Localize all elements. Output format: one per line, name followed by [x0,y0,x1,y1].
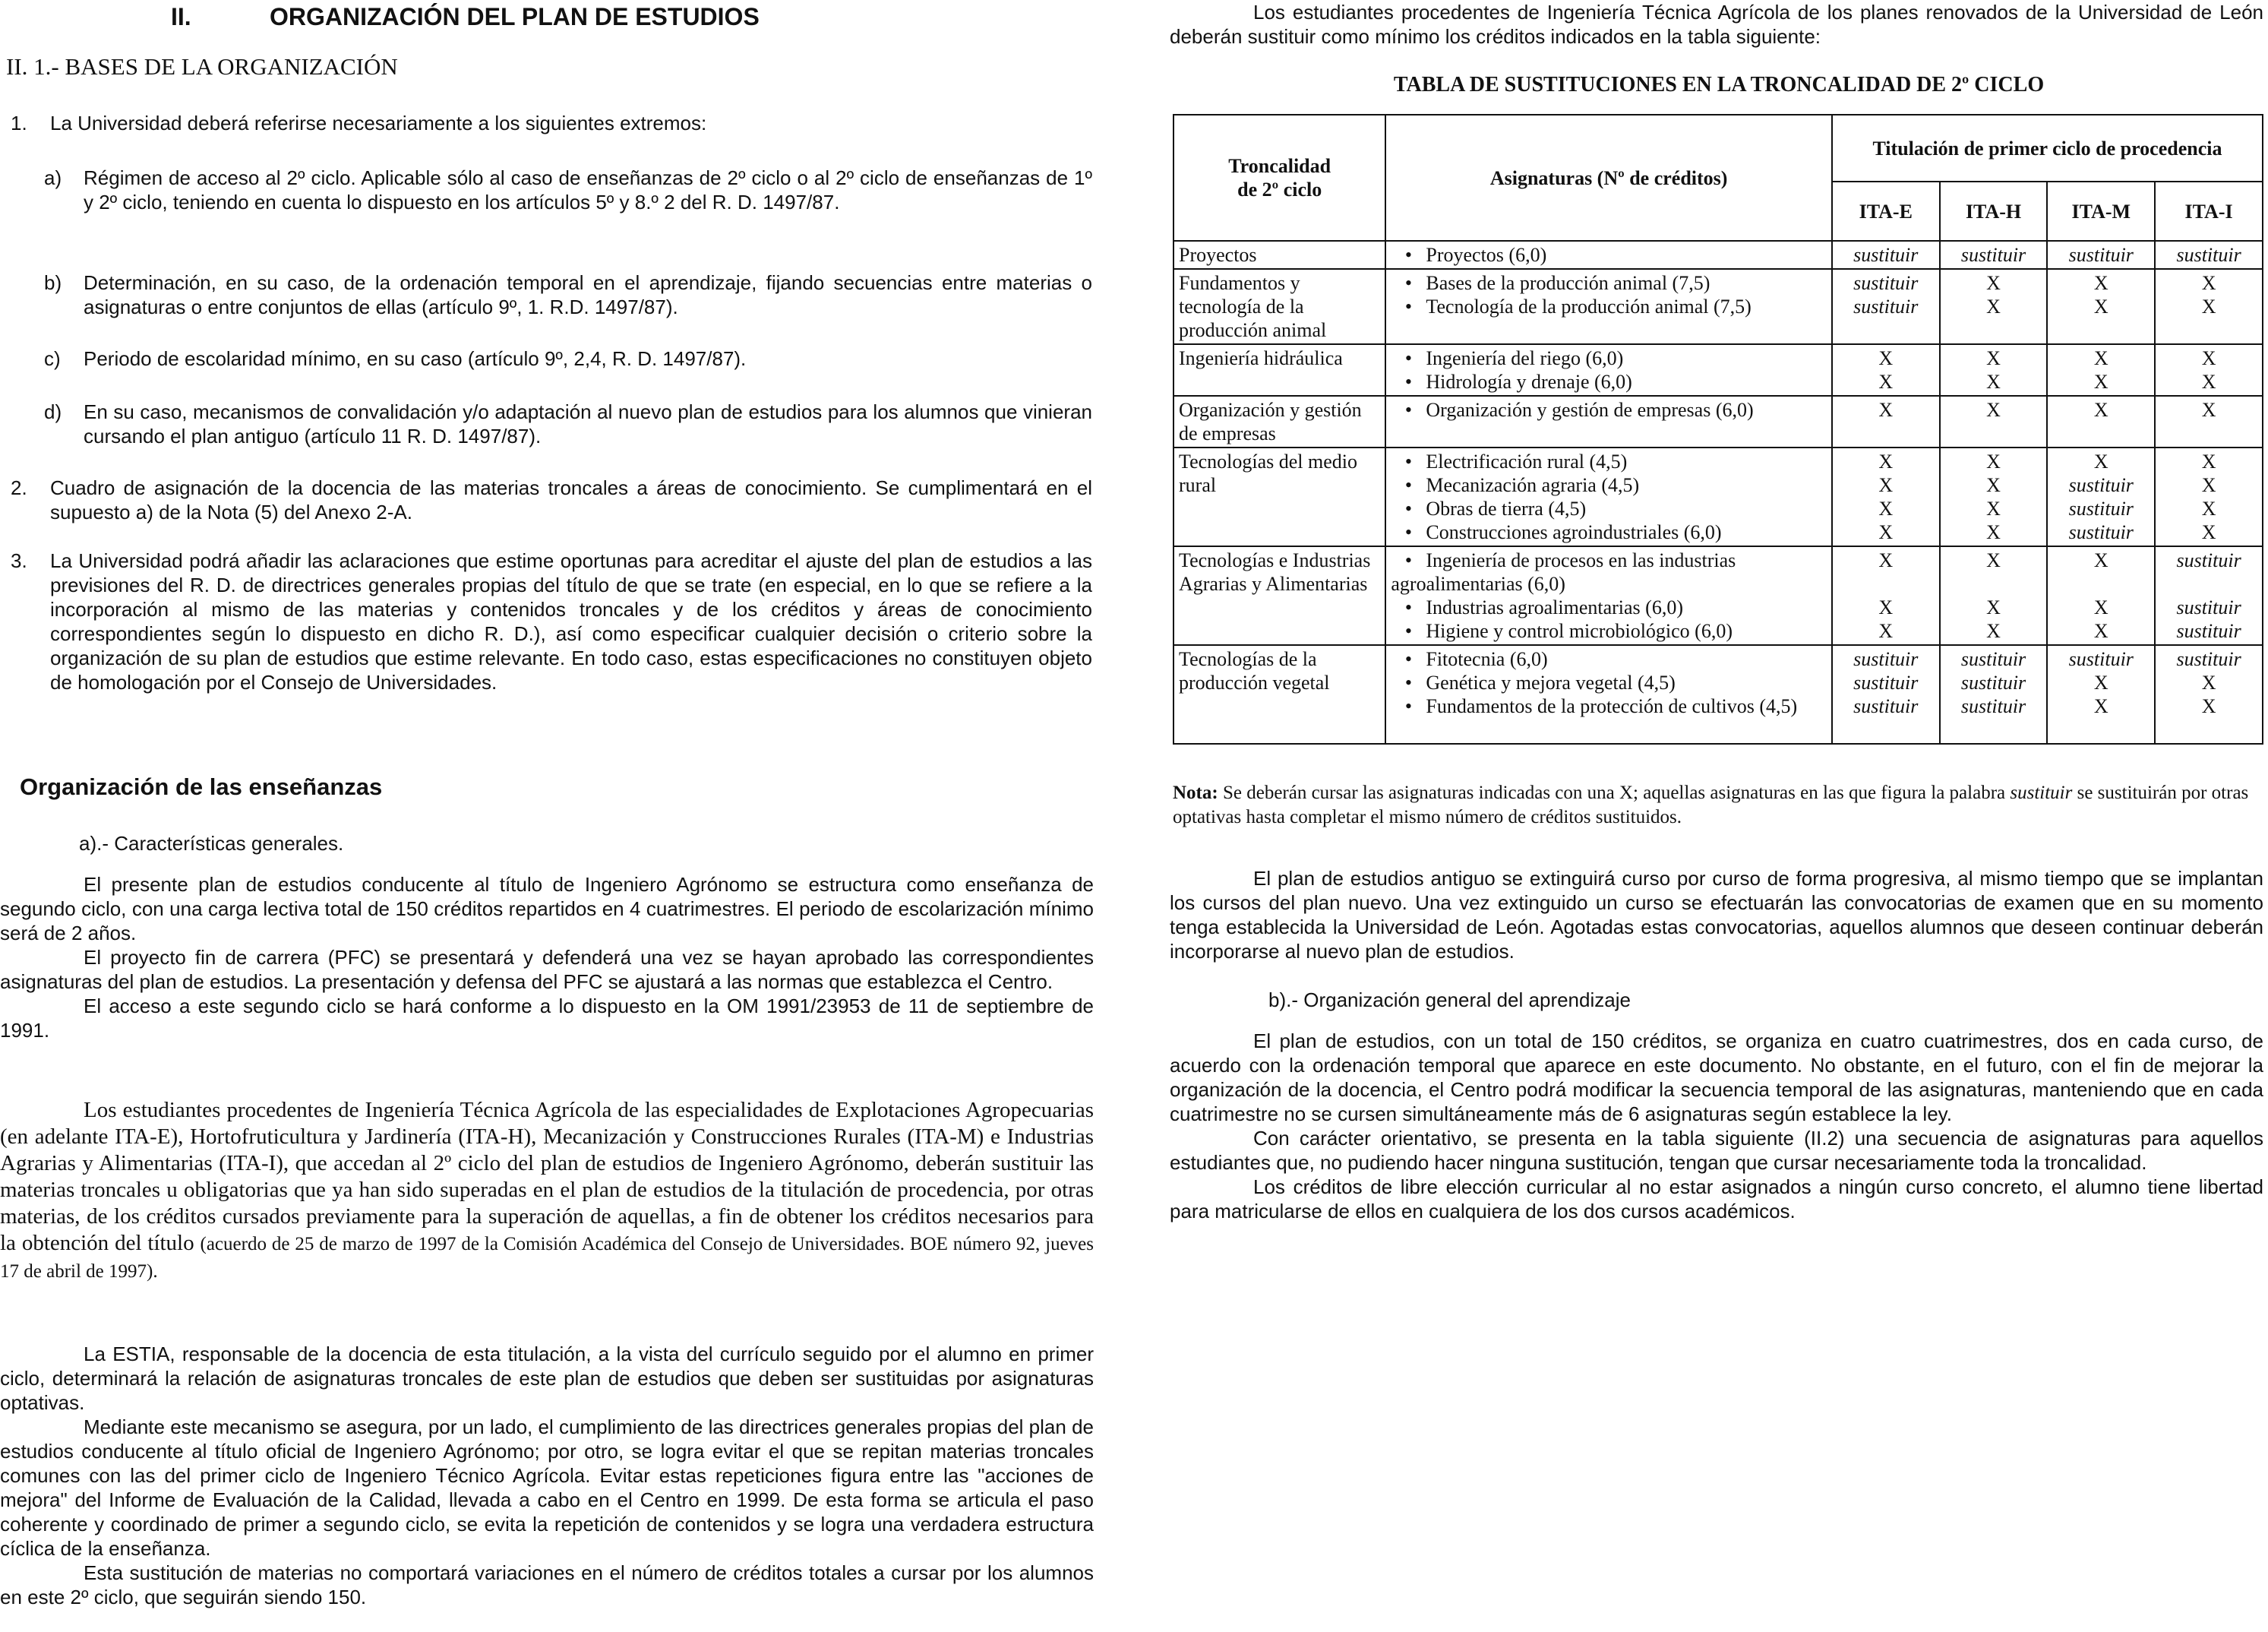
header-asignaturas: Asignaturas (Nº de créditos) [1385,115,1832,241]
mark-x: X [1878,347,1894,369]
mark-x: X [1878,620,1894,642]
mark-cell [2047,396,2155,448]
paragraph: El acceso a este segundo ciclo se hará conforme a lo dispuesto en la OM 1991/23953 de 11 de septiembre de 1991. [0,995,1094,1042]
mark-x: X [2093,549,2108,571]
bullet-icon: • [1404,695,1412,717]
mark-cell [2155,344,2263,396]
mark-x: X [2093,451,2108,473]
bullet-icon: • [1404,244,1412,266]
table-row [1173,546,2263,645]
mark-sustituir: sustituir [1960,648,2026,670]
mark-sustituir: sustituir [1960,672,2026,694]
asignatura-text: Organización y gestión de empresas (6,0) [1426,399,1754,421]
bullet-icon: • [1404,474,1412,496]
mark-x: X [1986,521,2001,543]
substitution-table [1173,114,2263,745]
asignatura-line [1391,271,1827,295]
table-row [1173,396,2263,448]
characteristics-paragraphs [0,872,1094,1042]
asignaturas-cell [1385,645,1832,744]
mark-cell [1940,344,2048,396]
bullet-icon: • [1404,272,1412,294]
mark-x: X [1878,371,1894,393]
bullet-icon: • [1404,620,1412,642]
bullet-icon: • [1404,521,1412,543]
subsection-heading: II. 1.- BASES DE LA ORGANIZACIÓN [6,53,398,80]
extinction-paragraph: El plan de estudios antiguo se extinguirá curso por curso de forma progresiva, al mismo tiempo que se implantan los cursos del plan nuevo. Una vez extinguido un curso se efectuarán las convocatorias de examen que en su momento tenga establecida la Universidad de León. Agotadas estas convocatorias, aquellos alumnos que deseen continuar deberán incorporarse al nuevo plan de estudios. [1170,867,2263,963]
mark-sustituir: sustituir [2068,521,2134,543]
asignatura-text: Hidrología y drenaje (6,0) [1426,371,1632,393]
mark-x: X [2093,620,2108,642]
mark-x: X [1986,371,2001,393]
asignaturas-cell [1385,448,1832,546]
mark-sustituir: sustituir [1853,244,1919,266]
troncalidad-cell: Proyectos [1173,241,1385,269]
bullet-icon: • [1404,371,1412,393]
asignatura-line [1391,671,1827,694]
header-ita-i: ITA-I [2155,182,2263,241]
paragraph: Los créditos de libre elección curricular al no estar asignados a ningún curso concreto, el alumno tiene libertad para matricularse de ellos en cualquiera de los dos cursos académicos. [1170,1175,2263,1222]
mark-cell [2047,241,2155,269]
asignatura-text: Proyectos (6,0) [1426,244,1547,266]
troncalidad-cell: Tecnologías del medio rural [1173,448,1385,546]
mark-sustituir: sustituir [1853,648,1919,670]
mark-cell [1832,546,1940,645]
asignatura-line [1391,346,1827,370]
asignatura-line [1391,473,1827,497]
ita-paragraph: Los estudiantes procedentes de Ingeniería Técnica Agrícola de las especialidades de Explotaciones Agropecuarias (en adelante ITA-E), Hortofruticultura y Jardinería (ITA-H), Mecanización y Construcciones Rurales (ITA-M) e Industrias Agrarias y Alimentarias (ITA-I), que accedan al 2º ciclo del plan de estudios de Ingeniero Agrónomo, deberán sustituir las materias troncales u obligatorias que ya han sido superadas en el plan de estudios de la titulación de procedencia, por otras materias, de los créditos cursados previamente para la superación de aquellas, a fin de obtener los créditos necesarios para la obtención del título (acuerdo de 25 de marzo de 1997 de la Comisión Académica del Consejo de Universidades. BOE número 92, jueves 17 de abril de 1997). [0,1098,1094,1282]
mark-cell [2047,546,2155,645]
mark-x: X [1986,451,2001,473]
asignaturas-cell [1385,241,1832,269]
asignatura-text: Genética y mejora vegetal (4,5) [1426,672,1676,694]
mark-sustituir: sustituir [1853,296,1919,318]
mark-cell [1832,448,1940,546]
asignatura-text: Ingeniería del riego (6,0) [1426,347,1624,369]
mark-cell [1940,269,2048,344]
mark-x: X [2093,596,2108,618]
mark-x: X [1986,399,2001,421]
mark-x: X [2201,371,2216,393]
mark-cell [2047,344,2155,396]
mark-x: X [2093,347,2108,369]
mark-x: X [1878,399,1894,421]
mark-cell [2047,448,2155,546]
mark-x: X [1878,596,1894,618]
asignatura-text: Higiene y control microbiológico (6,0) [1426,620,1733,642]
mark-x: X [2201,672,2216,694]
mark-x: X [1986,272,2001,294]
mark-x: X [1878,474,1894,496]
mark-sustituir: sustituir [1960,244,2026,266]
paragraph: Mediante este mecanismo se asegura, por un lado, el cumplimiento de las directrices generales propias del plan de estudios conducente al título oficial de Ingeniero Agrónomo; por otro, se logra evitar el que se repitan materias troncales comunes con las del primer ciclo de Ingeniero Técnico Agrícola. Evitar estas repeticiones figura entre las "acciones de mejora" del Informe de Evaluación de la Calidad, llevada a cabo en el Centro en 1999. De esta forma se articula el paso coherente y coordinado de primer a segundo ciclo, se evita la repetición de contenidos y se logra una verdadera estructura cíclica de la enseñanza. [0,1415,1094,1560]
mark-cell [1940,241,2048,269]
mark-x: X [2201,498,2216,520]
table-row [1173,241,2263,269]
bullet-icon: • [1404,596,1412,618]
mark-cell [1832,269,1940,344]
bullet-icon: • [1404,672,1412,694]
table-body [1173,241,2263,744]
mark-x: X [2201,474,2216,496]
asignatura-line [1391,370,1827,394]
mark-cell [1940,546,2048,645]
table-row [1173,448,2263,546]
mark-cell [1832,396,1940,448]
asignatura-text: Ingeniería de procesos en las industrias agroalimentarias (6,0) [1391,549,1736,595]
asignatura-line [1391,596,1827,619]
troncalidad-cell: Tecnologías de la producción vegetal [1173,645,1385,744]
mark-x: X [1878,521,1894,543]
asignatura-line [1391,647,1827,671]
mark-cell [1832,241,1940,269]
mark-cell [2155,546,2263,645]
paragraph: El presente plan de estudios conducente al título de Ingeniero Agrónomo se estructura como enseñanza de segundo ciclo, con una carga lectiva total de 150 créditos repartidos en 4 cuatrimestres. El periodo de escolarización mínimo será de 2 años. [0,873,1094,944]
bullet-icon: • [1404,399,1412,421]
header-ita-e: ITA-E [1832,182,1940,241]
mark-x: X [1878,549,1894,571]
troncalidad-cell: Ingeniería hidráulica [1173,344,1385,396]
section-title: ORGANIZACIÓN DEL PLAN DE ESTUDIOS [270,3,760,30]
mark-x: X [2093,296,2108,318]
asignatura-line [1391,295,1827,318]
mark-cell [2047,645,2155,744]
asignatura-line [1391,243,1827,267]
mark-x: X [2093,399,2108,421]
mark-x: X [2201,521,2216,543]
mark-x: X [1878,451,1894,473]
asignatura-line [1391,398,1827,422]
learning-paragraphs [1170,1029,2263,1223]
asignatura-text: Construcciones agroindustriales (6,0) [1426,521,1722,543]
mark-cell [2047,269,2155,344]
mark-x: X [2201,695,2216,717]
troncalidad-cell: Tecnologías e Industrias Agrarias y Alimentarias [1173,546,1385,645]
bullet-icon: • [1404,549,1412,571]
header-troncalidad: Troncalidad de 2º ciclo [1173,115,1385,241]
asignaturas-cell [1385,396,1832,448]
troncalidad-cell: Organización y gestión de empresas [1173,396,1385,448]
mark-sustituir: sustituir [1960,695,2026,717]
mark-sustituir: sustituir [2176,244,2241,266]
intro-paragraph: Los estudiantes procedentes de Ingeniería Técnica Agrícola de los planes renovados de la Universidad de León deberán sustituir como mínimo los créditos indicados en la tabla siguiente: [1170,1,2263,48]
mark-sustituir: sustituir [2068,474,2134,496]
asignaturas-cell [1385,546,1832,645]
table-row [1173,269,2263,344]
mark-x: X [2201,451,2216,473]
mark-x: X [2093,695,2108,717]
mark-x: X [2201,347,2216,369]
document-page: II. ORGANIZACIÓN DEL PLAN DE ESTUDIOS II. 1.- BASES DE LA ORGANIZACIÓN 1. La Universidad deberá referirse necesariamente a los siguientes extremos: a) Régimen de acceso al 2º ciclo. Aplicable sólo al caso de enseñanzas de 2º ciclo o al 2º ciclo de enseñanzas de 1º y 2º ciclo, teniendo en cuenta lo dispuesto en los artículos 5º y 8.º 2 del R. D. 1497/87. b) Determinación, en su caso, de la ordenación temporal en el aprendizaje, fijando secuencias entre materias o asignaturas o entre conjuntos de ellas (artículo 9º, 1. R.D. 1497/87). c) Periodo de escolaridad mínimo, en su caso (artículo 9º, 2,4, R. D. 1497/87). d) En su caso, mecanismos de convalidación y/o adaptación al nuevo plan de estudios para los alumnos que vinieran cursando el plan antiguo (artículo 11 R. D. 1497/87). 2. Cuadro de asignación de la docencia de las materias troncales a áreas de conocimiento. Se cumplimentará en el supuesto a) de la Nota (5) del Anexo 2-A. 3. La Universidad podrá añadir las aclaraciones que estime oportunas para acreditar el ajuste del plan de estudios a las previsiones del R. D. de directrices generales propias del título de que se trate (en especial, en lo que se refiere a la incorporación al mismo de las materias y contenidos troncales y de los créditos y áreas de conocimiento correspondientes según lo dispuesto en dicho R. D.), así como especificar cualquier decisión o criterio sobre la organización de su plan de estudios que estime relevante. En todo caso, estas especificaciones no constituyen objeto de homologación por el Consejo de Universidades. Organización de las enseñanzas a).- Características generales. El presente plan de estudios conducente al título de Ingeniero Agrónomo se estructura como enseñanza de segundo ciclo, con una carga lectiva total de 150 créditos repartidos en 4 cuatrimestres. El periodo de escolarización mínimo será de 2 años. El proyecto fin de carrera (PFC) se presentará y defenderá una vez se hayan aprobado las correspondientes asignaturas del plan de estudios. La presentación y defensa del PFC se ajustará a las normas que establezca el Centro. El acceso a este segundo ciclo se hará conforme a lo dispuesto en la OM 1991/23953 de 11 de septiembre de 1991. Los estudiantes procedentes de Ingeniería Técnica Agrícola de las especialidades de Explotaciones Agropecuarias (en adelante ITA-E), Hortofruticultura y Jardinería (ITA-H), Mecanización y Construcciones Rurales (ITA-M) e Industrias Agrarias y Alimentarias (ITA-I), que accedan al 2º ciclo del plan de estudios de Ingeniero Agrónomo, deberán sustituir las materias troncales u obligatorias que ya han sido superadas en el plan de estudios de la titulación de procedencia, por otras materias, de los créditos cursados previamente para la superación de aquellas, a fin de obtener los créditos necesarios para la obtención del título (acuerdo de 25 de marzo de 1997 de la Comisión Académica del Consejo de Universidades. BOE número 92, jueves 17 de abril de 1997). La ESTIA, responsable de la docencia de esta titulación, a la vista del currículo seguido por el alumno en primer ciclo, determinará la relación de asignaturas troncales de este plan de estudios que deben ser sustituidas por asignaturas optativas. Mediante este mecanismo se asegura, por un lado, el cumplimiento de las directrices generales propias del plan de estudios conducente al título oficial de Ingeniero Agrónomo; por otro, se logra evitar el que se repitan materias troncales comunes con las del primer ciclo de Ingeniero Técnico Agrícola. Evitar estas repeticiones figura entre las "acciones de mejora" del Informe de Evaluación de la Calidad, llevada a cabo en el Centro en 1999. De esta forma se articula el paso coherente y coordinado de primer a segundo ciclo, se evita la repetición de contenidos y se logra una verdadera estructura cíclica de la enseñanza. Esta sustitución de materias no comportará variaciones en el número de créditos totales a cursar por los alumnos en este 2º ciclo, que seguirán siendo 150. Los estudiantes procedentes de Ingeniería Técnica Agrícola de los planes renovados de la Universidad de León deberán sustituir como mínimo los créditos indicados en la tabla siguiente: TABLA DE SUSTITUCIONES EN LA TRONCALIDAD DE 2º CICLO Troncalidad de 2º ciclo Asignaturas (Nº de créditos) Titulación de primer ciclo de procedencia ITA-E ITA-H ITA-M ITA-I Proyectos • Proyectos (6,0) sustituir sustituir sustituir sustituir Fundamentos y tecnología de la producción animal • Bases de la producción animal (7,5) • Tecnología de la producción animal (7,5) sustituir sustituir X X X X X X Ingeniería hidráulica • Ingeniería del riego (6,0) • Hidrología y drenaje (6,0) X X X X X X X X Organización y gestión de empresas • Organización y gestión de empresas (6,0) X X X X Tecnologías del medio rural • Electrificación rural (4,5) • Mecanización agraria (4,5) • Obras de tierra (4,5) • Construcciones agroindustriales (6,0) X X X X X X X X X sustituir sustituir sustituir X X X X Tecnologías e Industrias Agrarias y Alimentarias • Ingeniería de procesos en las industrias agroalimentarias (6,0) • Industrias agroalimentarias (6,0) • Higiene y control microbiológico (6,0) X X X X X X X X X sustituir sustituir sustituir Tecnologías de la producción vegetal • Fitotecnia (6,0) • Genética y mejora vegetal (4,5) • Fundamentos de la protección de cultivos (4,5) sustituir sustituir sustituir sustituir sustituir sustituir sustituir X X sustituir X X Nota: Se deberán cursar las asignaturas indicadas con una X; aquellas asignaturas en las que figura la palabra sustituir se sustituirán por otras optativas hasta completar el mismo número de créditos sustituidos. El plan de estudios antiguo se extinguirá curso por curso de forma progresiva, al mismo tiempo que se implantan los cursos del plan nuevo. Una vez extinguido un curso se efectuarán las convocatorias de examen que en su momento tenga establecida la Universidad de León. Agotadas estas convocatorias, aquellos alumnos que deseen continuar deberán incorporarse al nuevo plan de estudios. b).- Organización general del aprendizaje El plan de estudios, con un total de 150 créditos, se organiza en cuatro cuatrimestres, dos en cada curso, de acuerdo con la ordenación temporal que aparece en este documento. No obstante, en el futuro, con el fin de mejorar la organización de la docencia, el Centro podrá modificar la secuencia temporal de las asignaturas, manteniendo que en cada cuatrimestre no se cursen simultáneamente más de 6 asignaturas según establece la ley. Con carácter orientativo, se presenta en la tabla siguiente (II.2) una secuencia de asignaturas para aquellos estudiantes que, no pudiendo hacer ninguna sustitución, tengan que cursar necesariamente toda la troncalidad. Los créditos de libre elección curricular al no estar asignados a ningún curso concreto, el alumno tiene libertad para matricularse de ellos en cualquiera de los dos cursos académicos. [0,0,2268,1632]
mark-x: X [1986,620,2001,642]
mark-cell [2155,645,2263,744]
mark-sustituir: sustituir [2068,244,2134,266]
mark-cell [1940,396,2048,448]
header-ita-m: ITA-M [2047,182,2155,241]
bullet-icon: • [1404,648,1412,670]
mark-cell [1940,448,2048,546]
mark-x: X [1986,296,2001,318]
mark-sustituir: sustituir [1853,272,1919,294]
asignatura-line [1391,520,1827,544]
mark-x: X [1986,347,2001,369]
asignatura-text: Tecnología de la producción animal (7,5) [1426,296,1752,318]
mark-x: X [2093,272,2108,294]
paragraph: Con carácter orientativo, se presenta en la tabla siguiente (II.2) una secuencia de asignaturas para aquellos estudiantes que, no pudiendo hacer ninguna sustitución, tengan que cursar necesariamente toda la troncalidad. [1170,1127,2263,1174]
troncalidad-cell: Fundamentos y tecnología de la producción animal [1173,269,1385,344]
mark-x: X [2201,399,2216,421]
bullet-icon: • [1404,296,1412,318]
asignatura-text: Industrias agroalimentarias (6,0) [1426,596,1683,618]
organization-heading: Organización de las enseñanzas [20,773,383,800]
asignatura-text: Obras de tierra (4,5) [1426,498,1587,520]
asignatura-line [1391,694,1827,718]
table-note: Nota: Se deberán cursar las asignaturas indicadas con una X; aquellas asignaturas en las que figura la palabra sustituir se sustituirán por otras optativas hasta completar el mismo número de créditos sustituidos. [1173,783,2249,827]
bullet-icon: • [1404,451,1412,473]
section-number: II. [171,3,191,30]
bullet-icon: • [1404,347,1412,369]
mark-x: X [1986,596,2001,618]
mark-sustituir: sustituir [1853,695,1919,717]
mark-cell [1832,645,1940,744]
asignatura-line [1391,450,1827,473]
mark-sustituir: sustituir [2176,549,2241,571]
organization-learning-heading: b).- Organización general del aprendizaje [1268,988,1631,1011]
general-characteristics-heading: a).- Características generales. [79,832,344,855]
paragraph: El proyecto fin de carrera (PFC) se presentará y defenderá una vez se hayan aprobado las correspondientes asignaturas del plan de estudios. La presentación y defensa del PFC se ajustará a las normas que establezca el Centro. [0,946,1094,993]
table-title: TABLA DE SUSTITUCIONES EN LA TRONCALIDAD DE 2º CICLO [1393,73,2045,96]
asignatura-text: Fitotecnia (6,0) [1426,648,1548,670]
asignatura-line [1391,549,1827,596]
asignatura-text: Fundamentos de la protección de cultivos (4,5) [1426,695,1798,717]
mark-cell [2155,396,2263,448]
asignatura-text: Bases de la producción animal (7,5) [1426,272,1710,294]
paragraph: La ESTIA, responsable de la docencia de esta titulación, a la vista del currículo seguido por el alumno en primer ciclo, determinará la relación de asignaturas troncales de este plan de estudios que deben ser sustituidas por asignaturas optativas. [0,1343,1094,1414]
mark-cell [2155,241,2263,269]
mark-sustituir: sustituir [2176,596,2241,618]
table-row [1173,344,2263,396]
section-heading [171,2,760,32]
mark-x: X [1878,498,1894,520]
asignaturas-cell [1385,269,1832,344]
mark-cell [1940,645,2048,744]
estia-paragraphs [0,1342,1094,1609]
bullet-icon: • [1404,498,1412,520]
table-row [1173,645,2263,744]
mark-x: X [1986,498,2001,520]
header-titulacion: Titulación de primer ciclo de procedencia [1832,115,2263,182]
asignatura-line [1391,619,1827,643]
mark-x: X [1986,549,2001,571]
mark-x: X [2201,296,2216,318]
paragraph: El plan de estudios, con un total de 150 créditos, se organiza en cuatro cuatrimestres, dos en cada curso, de acuerdo con la ordenación temporal que aparece en este documento. No obstante, en el futuro, con el fin de mejorar la organización de la docencia, el Centro podrá modificar la secuencia temporal de las asignaturas, manteniendo que en cada cuatrimestre no se cursen simultáneamente más de 6 asignaturas según establece la ley. [1170,1029,2263,1125]
mark-x: X [2093,672,2108,694]
paragraph: Esta sustitución de materias no comportará variaciones en el número de créditos totales a cursar por los alumnos en este 2º ciclo, que seguirán siendo 150. [0,1561,1094,1608]
mark-cell [1832,344,1940,396]
mark-sustituir: sustituir [2068,498,2134,520]
asignaturas-cell [1385,344,1832,396]
mark-sustituir: sustituir [2176,620,2241,642]
header-ita-h: ITA-H [1940,182,2048,241]
mark-sustituir: sustituir [2176,648,2241,670]
mark-cell [2155,448,2263,546]
asignatura-text: Mecanización agraria (4,5) [1426,474,1640,496]
mark-x: X [1986,474,2001,496]
mark-cell [2155,269,2263,344]
mark-x: X [2201,272,2216,294]
asignatura-line [1391,497,1827,520]
asignatura-text: Electrificación rural (4,5) [1426,451,1628,473]
mark-x: X [2093,371,2108,393]
mark-sustituir: sustituir [1853,672,1919,694]
mark-sustituir: sustituir [2068,648,2134,670]
